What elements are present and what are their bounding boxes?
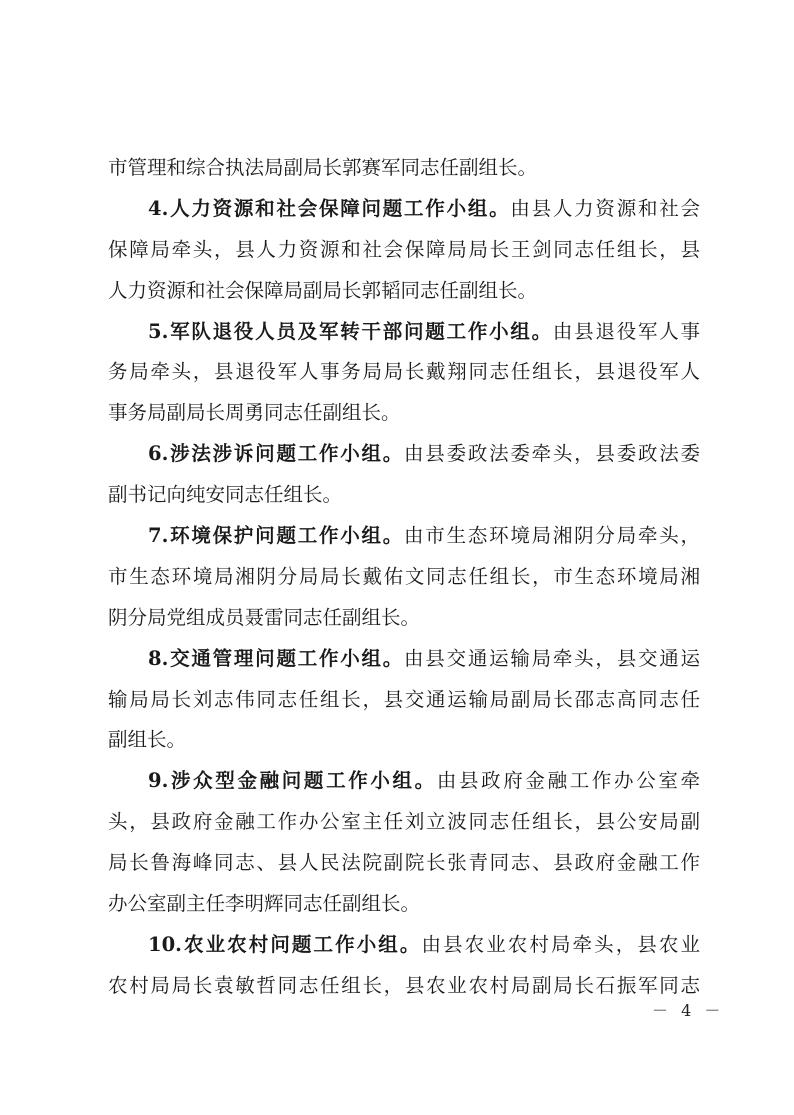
- line-text: 人力资源和社会保障局副局长郭韬同志任副组长。: [108, 278, 538, 302]
- line-text: 事务局副局长周勇同志任副组长。: [108, 401, 401, 425]
- paragraph-heading-line: [108, 189, 700, 230]
- line-text: 头，县政府金融工作办公室主任刘立波同志任组长，县公安局副: [108, 810, 700, 834]
- section-heading: 8.交通管理问题工作小组。: [148, 646, 405, 670]
- paragraph-heading-line: [108, 312, 700, 353]
- line-text: 由县委政法委牵头，县委政法委: [404, 442, 700, 466]
- text-line: [108, 475, 700, 516]
- text-line: [108, 843, 700, 884]
- text-line: [108, 230, 700, 271]
- text-line: [108, 598, 700, 639]
- section-heading: 5.军队退役人员及军转干部问题工作小组。: [148, 319, 553, 343]
- line-text: 由县退役军人事: [552, 319, 700, 343]
- paragraph-heading-line: [108, 925, 700, 966]
- text-line: [108, 680, 700, 721]
- line-text: 务局牵头，县退役军人事务局局长戴翔同志任组长，县退役军人: [108, 360, 700, 384]
- text-line: [108, 393, 700, 434]
- line-text: 保障局牵头，县人力资源和社会保障局局长王剑同志任组长，县: [108, 237, 700, 261]
- line-text: 由县交通运输局牵头，县交通运: [404, 646, 700, 670]
- section-heading: 6.涉法涉诉问题工作小组。: [148, 442, 405, 466]
- line-text: 局长鲁海峰同志、县人民法院副院长张青同志、县政府金融工作: [108, 851, 700, 875]
- line-text: 由县政府金融工作办公室牵: [436, 769, 700, 793]
- line-text: 市生态环境局湘阴分局局长戴佑文同志任组长，市生态环境局湘: [108, 564, 700, 588]
- line-text: 由市生态环境局湘阴分局牵头，: [404, 524, 700, 548]
- text-line: [108, 884, 700, 925]
- section-heading: 4.人力资源和社会保障问题工作小组。: [148, 196, 511, 220]
- text-line: [108, 557, 700, 598]
- paragraph-heading-line: [108, 434, 700, 475]
- text-line: [108, 148, 700, 189]
- line-text: 由县农业农村局牵头，县农业: [421, 932, 700, 956]
- text-line: [108, 966, 700, 1007]
- paragraph-heading-line: [108, 639, 700, 680]
- paragraph-heading-line: [108, 761, 700, 802]
- text-line: [108, 802, 700, 843]
- page-number: － 4 －: [652, 1001, 725, 1020]
- line-text: 副书记向纯安同志任组长。: [108, 483, 343, 507]
- line-text: 输局局长刘志伟同志任组长，县交通运输局副局长邵志高同志任: [108, 687, 700, 711]
- line-text: 副组长。: [108, 728, 187, 752]
- line-text: 办公室副主任李明辉同志任副组长。: [108, 892, 421, 916]
- paragraph-heading-line: [108, 516, 700, 557]
- line-text: 农村局局长袁敏哲同志任组长，县农业农村局副局长石振军同志: [108, 973, 700, 997]
- section-heading: 10.农业农村问题工作小组。: [148, 932, 422, 956]
- section-heading: 9.涉众型金融问题工作小组。: [148, 769, 437, 793]
- text-line: [108, 352, 700, 393]
- line-text: 由县人力资源和社会: [510, 196, 700, 220]
- section-heading: 7.环境保护问题工作小组。: [148, 524, 405, 548]
- line-text: 阴分局党组成员聂雷同志任副组长。: [108, 605, 421, 629]
- body-text: [108, 148, 700, 1007]
- text-line: [108, 271, 700, 312]
- line-text: 市管理和综合执法局副局长郭赛军同志任副组长。: [108, 156, 538, 179]
- text-line: [108, 720, 700, 761]
